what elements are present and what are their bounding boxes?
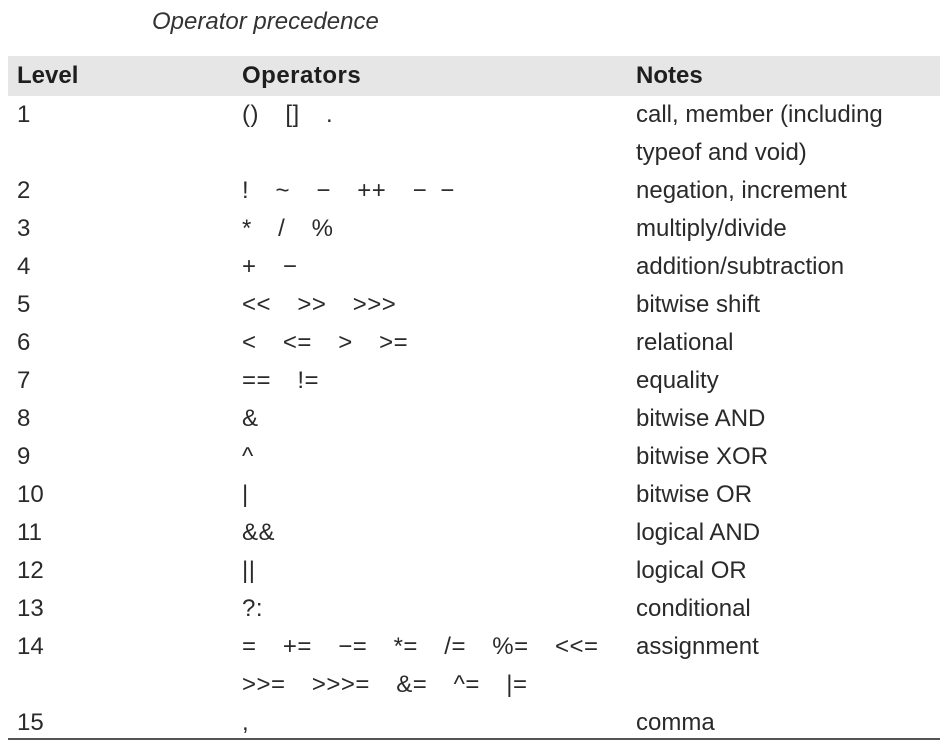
table-row xyxy=(8,704,940,742)
operator-precedence-table xyxy=(8,56,940,742)
level-cell: 5 xyxy=(17,291,31,318)
operators-cell: | xyxy=(242,481,249,508)
notes-cell: bitwise XOR xyxy=(636,443,769,470)
notes-cell: bitwise OR xyxy=(636,481,753,508)
table-row xyxy=(8,476,940,514)
operators-cell: ?: xyxy=(242,595,264,622)
operators-cell: ! ~ − ++ − − xyxy=(242,177,455,204)
table-caption: Operator precedence xyxy=(152,8,379,35)
notes-cell: multiply/divide xyxy=(636,215,787,242)
level-cell: 1 xyxy=(17,101,31,128)
level-cell: 10 xyxy=(17,481,44,508)
header-operators: Operators xyxy=(242,62,362,89)
operators-cell: , xyxy=(242,709,250,736)
operators-cell: << >> >>> xyxy=(242,291,397,318)
level-cell: 13 xyxy=(17,595,44,622)
table-row xyxy=(8,400,940,438)
bottom-rule xyxy=(8,738,940,740)
table-row xyxy=(8,248,940,286)
table-row xyxy=(8,362,940,400)
level-cell: 11 xyxy=(17,519,42,546)
notes-cell: call, member (including typeof and void) xyxy=(636,101,883,166)
header-notes: Notes xyxy=(636,62,703,89)
level-cell: 9 xyxy=(17,443,31,470)
notes-cell: addition/subtraction xyxy=(636,253,845,280)
operators-cell: () [] . xyxy=(242,101,334,128)
operators-cell: ^ xyxy=(242,443,254,470)
header-level: Level xyxy=(17,62,79,89)
operators-cell: < <= > >= xyxy=(242,329,409,356)
notes-cell: bitwise AND xyxy=(636,405,766,432)
table-row xyxy=(8,286,940,324)
operators-cell: = += −= *= /= %= <<= >>= >>>= &= ^= |= xyxy=(242,633,599,698)
operators-cell: * / % xyxy=(242,215,334,242)
table-row xyxy=(8,552,940,590)
table-row xyxy=(8,96,940,172)
operators-cell: + − xyxy=(242,253,298,280)
table-row xyxy=(8,628,940,704)
notes-cell: assignment xyxy=(636,633,759,660)
table-row xyxy=(8,438,940,476)
notes-cell: equality xyxy=(636,367,719,394)
level-cell: 6 xyxy=(17,329,31,356)
level-cell: 2 xyxy=(17,177,31,204)
table-row xyxy=(8,590,940,628)
table-row xyxy=(8,324,940,362)
level-cell: 12 xyxy=(17,557,44,584)
notes-cell: relational xyxy=(636,329,734,356)
notes-cell: conditional xyxy=(636,595,751,622)
table-header-row xyxy=(8,56,940,96)
table-row xyxy=(8,172,940,210)
notes-cell: comma xyxy=(636,709,715,736)
table-row xyxy=(8,210,940,248)
table-row xyxy=(8,514,940,552)
level-cell: 14 xyxy=(17,633,44,660)
level-cell: 8 xyxy=(17,405,31,432)
notes-cell: negation, increment xyxy=(636,177,847,204)
notes-cell: logical AND xyxy=(636,519,761,546)
operators-cell: || xyxy=(242,557,256,584)
notes-cell: bitwise shift xyxy=(636,291,761,318)
level-cell: 7 xyxy=(17,367,31,394)
notes-cell: logical OR xyxy=(636,557,747,584)
operators-cell: == != xyxy=(242,367,320,394)
table-body xyxy=(8,96,940,742)
operators-cell: && xyxy=(242,519,276,546)
operators-cell: & xyxy=(242,405,259,432)
level-cell: 4 xyxy=(17,253,31,280)
level-cell: 3 xyxy=(17,215,31,242)
level-cell: 15 xyxy=(17,709,44,736)
